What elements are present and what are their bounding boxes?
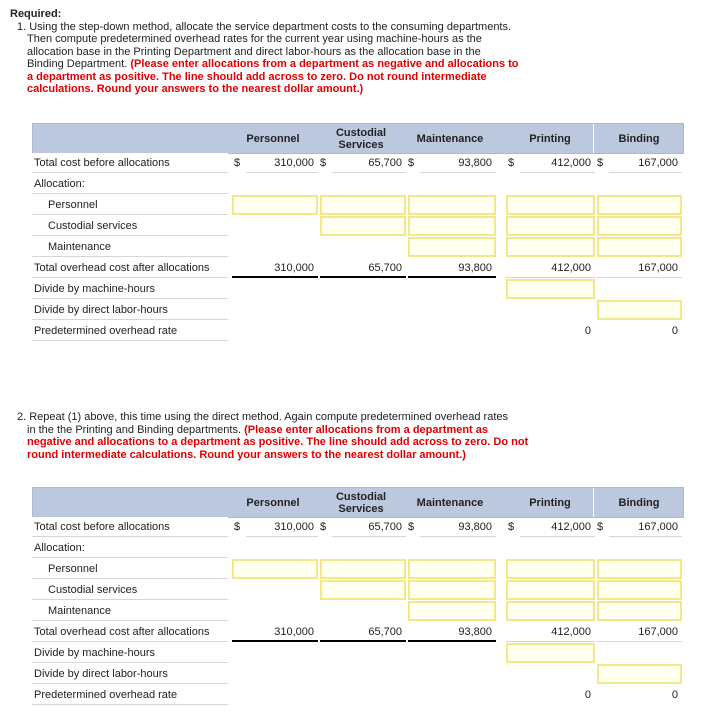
q2-line4: round intermediate calculations. Round your answers to the nearest dollar amount.) [27,448,466,461]
custodial-alloc-binding-input[interactable] [597,216,682,236]
q2-line2-red: (Please enter allocations from a department as [244,423,489,436]
maintenance-alloc-binding-input[interactable] [597,601,682,621]
q1-line4 [10,58,700,71]
maintenance-alloc-maintenance-input[interactable] [408,237,496,257]
personnel-alloc-printing-input[interactable] [506,559,595,579]
binding-rate: 0 [671,325,678,337]
q1-line3: allocation base in the Printing Department and direct labor-hours as the allocation base in the [27,45,481,58]
printing-total: 412,000 [520,517,595,537]
header-custodial-line2: Services [338,502,384,515]
row-label: Divide by direct labor-hours [32,300,228,320]
table-header [32,123,684,154]
personnel-alloc-binding-input[interactable] [597,195,682,215]
q1-line4-red: (Please enter allocations from a department as negative and allocations to [130,58,519,70]
personnel-total: 310,000 [246,153,318,173]
header-personnel: Personnel [246,132,300,145]
binding-after: 167,000 [597,622,682,642]
printing-rate: 0 [584,689,591,701]
maintenance-total: 93,800 [420,153,496,173]
row-rate [32,321,684,341]
row-divide-dlh [32,300,684,320]
row-divide-mh [32,279,684,299]
required-label: Required: [10,8,62,20]
q2-line2 [10,424,700,437]
maintenance-alloc-maintenance-input[interactable] [408,601,496,621]
row-label: Predetermined overhead rate [32,685,228,705]
personnel-alloc-custodial-input[interactable] [320,195,406,215]
personnel-alloc-maintenance-input[interactable] [408,195,496,215]
row-label: Allocation: [32,538,228,558]
printing-machine-hours-input[interactable] [506,279,595,299]
custodial-alloc-custodial-input[interactable] [320,580,406,600]
dollar-sign: $ [320,521,327,533]
q2-line1: 2. Repeat (1) above, this time using the direct method. Again compute predetermined overhead rates [17,411,509,423]
row-divide-dlh [32,664,684,684]
personnel-total: 310,000 [246,517,318,537]
row-label: Allocation: [32,174,228,194]
maintenance-after: 93,800 [408,258,496,278]
printing-after: 412,000 [506,258,595,278]
q1-line5: a department as positive. The line should add across to zero. Do not round intermediate [27,70,487,83]
custodial-alloc-binding-input[interactable] [597,580,682,600]
row-total-before [32,153,684,173]
binding-total: 167,000 [609,153,682,173]
header-personnel: Personnel [246,496,300,509]
instructions-part2 [10,411,700,461]
row-alloc-maintenance [32,601,684,621]
row-total-before [32,517,684,537]
q2-line2-plain: in the the Printing and Binding departments. [27,423,245,436]
dollar-sign: $ [597,521,604,533]
custodial-after: 65,700 [320,258,406,278]
binding-after: 167,000 [597,258,682,278]
maintenance-alloc-binding-input[interactable] [597,237,682,257]
header-custodial-line1: Custodial [335,126,387,139]
personnel-alloc-personnel-input[interactable] [232,195,318,215]
binding-labor-hours-input[interactable] [597,664,682,684]
dollar-sign: $ [597,157,604,169]
custodial-alloc-maintenance-input[interactable] [408,580,496,600]
row-alloc-custodial [32,216,684,236]
row-label: Maintenance [32,601,228,621]
header-custodial-line1: Custodial [335,490,387,503]
row-label: Total cost before allocations [32,153,228,173]
header-custodial [318,124,404,153]
custodial-alloc-printing-input[interactable] [506,580,595,600]
binding-rate: 0 [671,689,678,701]
header-custodial-line2: Services [338,138,384,151]
q2-line3: negative and allocations to a department as positive. The line should add across to zero. Do not [27,436,529,448]
row-label: Total cost before allocations [32,517,228,537]
row-label: Personnel [32,559,228,579]
custodial-after: 65,700 [320,622,406,642]
custodial-alloc-printing-input[interactable] [506,216,595,236]
dollar-sign: $ [508,157,515,169]
maintenance-total: 93,800 [420,517,496,537]
maintenance-alloc-printing-input[interactable] [506,237,595,257]
q1-line2: Then compute predetermined overhead rates for the current year using machine-hours as the [27,33,482,45]
dollar-sign: $ [408,157,415,169]
printing-total: 412,000 [520,153,595,173]
custodial-total: 65,700 [332,153,406,173]
row-total-after [32,622,684,642]
row-label: Total overhead cost after allocations [32,622,228,642]
row-label: Custodial services [32,580,228,600]
dollar-sign: $ [320,157,327,169]
row-total-after [32,258,684,278]
printing-rate: 0 [584,325,591,337]
personnel-alloc-maintenance-input[interactable] [408,559,496,579]
table-header [32,487,684,518]
header-maintenance: Maintenance [416,496,484,509]
q1-line4-plain: Binding Department. [27,58,131,70]
header-custodial [318,488,404,517]
row-label: Total overhead cost after allocations [32,258,228,278]
header-printing: Printing [529,496,571,509]
q1-line6: calculations. Round your answers to the nearest dollar amount.) [27,83,364,95]
row-label: Custodial services [32,216,228,236]
row-label: Divide by machine-hours [32,279,228,299]
custodial-total: 65,700 [332,517,406,537]
row-label: Divide by direct labor-hours [32,664,228,684]
row-alloc-personnel [32,559,684,579]
header-maintenance: Maintenance [416,132,484,145]
header-binding: Binding [618,496,660,509]
maintenance-after: 93,800 [408,622,496,642]
binding-labor-hours-input[interactable] [597,300,682,320]
dollar-sign: $ [508,521,515,533]
custodial-alloc-custodial-input[interactable] [320,216,406,236]
personnel-after: 310,000 [232,258,318,278]
maintenance-alloc-printing-input[interactable] [506,601,595,621]
row-alloc-maintenance [32,237,684,257]
dollar-sign: $ [234,521,241,533]
row-label: Predetermined overhead rate [32,321,228,341]
header-printing: Printing [529,132,571,145]
step-down-table [32,123,684,343]
custodial-alloc-maintenance-input[interactable] [408,216,496,236]
personnel-alloc-personnel-input[interactable] [232,559,318,579]
row-alloc-personnel [32,195,684,215]
row-label: Maintenance [32,237,228,257]
personnel-alloc-custodial-input[interactable] [320,559,406,579]
printing-machine-hours-input[interactable] [506,643,595,663]
row-label: Personnel [32,195,228,215]
header-divider [593,488,594,517]
personnel-after: 310,000 [232,622,318,642]
row-rate [32,685,684,705]
q1-line1: 1. Using the step-down method, allocate the service department costs to the consuming departments. [17,20,512,33]
header-binding: Binding [618,132,660,145]
row-label: Divide by machine-hours [32,643,228,663]
printing-after: 412,000 [506,622,595,642]
personnel-alloc-binding-input[interactable] [597,559,682,579]
row-alloc-custodial [32,580,684,600]
header-divider [593,124,594,153]
dollar-sign: $ [234,157,241,169]
binding-total: 167,000 [609,517,682,537]
row-divide-mh [32,643,684,663]
dollar-sign: $ [408,521,415,533]
personnel-alloc-printing-input[interactable] [506,195,595,215]
instructions-part1 [10,8,700,96]
direct-method-table [32,487,684,707]
